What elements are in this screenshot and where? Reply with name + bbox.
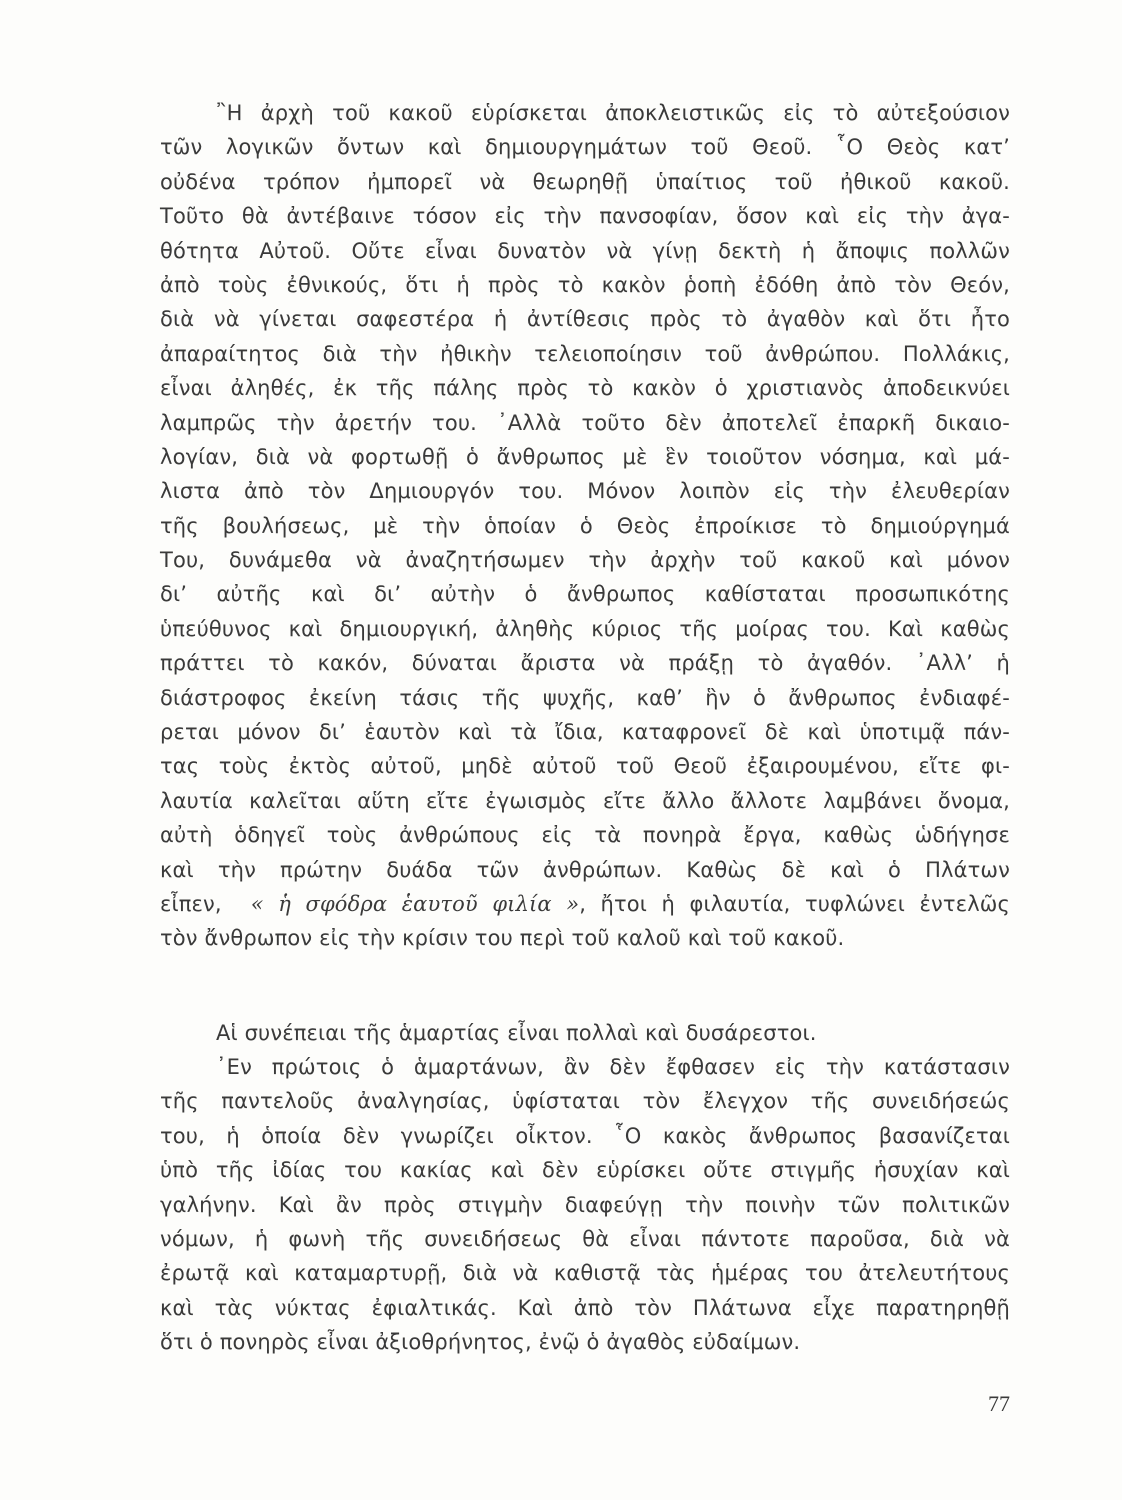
text-line: ἀπαραίτητος διὰ τὴν ἠθικὴν τελειοποίησιν τοῦ ἀνθρώπου. Πολλάκις,	[160, 341, 1010, 366]
text-line: καὶ τὴν πρώτην δυάδα τῶν ἀνθρώπων. Καθὼς δὲ καὶ ὁ Πλάτων	[160, 857, 1010, 882]
text-line: λαυτία καλεῖται αὕτη εἴτε ἐγωισμὸς εἴτε ἄλλο ἄλλοτε λαμβάνει ὄνομα,	[160, 788, 1010, 813]
text-line: τῶν λογικῶν ὄντων καὶ δημιουργημάτων τοῦ Θεοῦ. ῟Ο Θεὸς κατ’	[160, 135, 1010, 160]
text-line: ὑπὸ τῆς ἰδίας του κακίας καὶ δὲν εὑρίσκει οὔτε στιγμῆς ἡσυχίαν καὶ	[160, 1158, 1010, 1183]
text-line: τῆς παντελοῦς ἀναλγησίας, ὑφίσταται τὸν ἔλεγχον τῆς συνειδήσεώς	[160, 1089, 1010, 1114]
plato-quote: « ἡ σφόδρα ἑαυτοῦ φιλία »	[250, 891, 580, 916]
text-line: δι’ αὐτῆς καὶ δι’ αὐτὴν ὁ ἄνθρωπος καθίσταται προσωπικότης	[160, 582, 1010, 607]
text-line: αὐτὴ ὁδηγεῖ τοὺς ἀνθρώπους εἰς τὰ πονηρὰ ἔργα, καθὼς ὡδήγησε	[160, 823, 1010, 848]
paragraph-consequences-intro	[160, 1016, 1010, 1050]
page-number: 77	[988, 1391, 1010, 1416]
text-line: πράττει τὸ κακόν, δύναται ἄριστα νὰ πράξῃ τὸ ἀγαθόν. ᾿Αλλ’ ἡ	[160, 651, 1010, 676]
text-line: νόμων, ἡ φωνὴ τῆς συνειδήσεως θὰ εἶναι πάντοτε παροῦσα, διὰ νὰ	[160, 1226, 1010, 1251]
text-line: διὰ νὰ γίνεται σαφεστέρα ἡ ἀντίθεσις πρὸς τὸ ἀγαθὸν καὶ ὅτι ἦτο	[160, 307, 1010, 332]
text-line: ἐρωτᾷ καὶ καταμαρτυρῇ, διὰ νὰ καθιστᾷ τὰς ἡμέρας του ἀτελευτήτους	[160, 1261, 1010, 1286]
text-line: ὑπεύθυνος καὶ δημιουργική, ἀληθὴς κύριος τῆς μοίρας του. Καὶ καθὼς	[160, 616, 1010, 641]
text-line: θότητα Αὐτοῦ. Οὔτε εἶναι δυνατὸν νὰ γίνῃ δεκτὴ ἡ ἄποψις πολλῶν	[160, 238, 1010, 263]
text-line: ρεται μόνον δι’ ἑαυτὸν καὶ τὰ ἴδια, καταφρονεῖ δὲ καὶ ὑποτιμᾷ πάν-	[160, 720, 1010, 745]
text-line: οὐδένα τρόπον ἠμπορεῖ νὰ θεωρηθῇ ὑπαίτιος τοῦ ἠθικοῦ κακοῦ.	[160, 169, 1010, 194]
text-line: τὸν ἄνθρωπον εἰς τὴν κρίσιν του περὶ τοῦ καλοῦ καὶ τοῦ κακοῦ.	[160, 926, 845, 951]
text-line: γαλήνην. Καὶ ἂν πρὸς στιγμὴν διαφεύγῃ τὴν ποινὴν τῶν πολιτικῶν	[160, 1192, 1010, 1217]
text-line: τας τοὺς ἐκτὸς αὐτοῦ, μηδὲ αὐτοῦ τοῦ Θεοῦ ἐξαιρουμένου, εἴτε φι-	[160, 754, 1010, 779]
text-line: ᾿Εν πρώτοις ὁ ἁμαρτάνων, ἂν δὲν ἔφθασεν εἰς τὴν κατάστασιν	[216, 1055, 1010, 1079]
text-line: διάστροφος ἐκείνη τάσις τῆς ψυχῆς, καθ’ ἣν ὁ ἄνθρωπος ἐνδιαφέ-	[160, 685, 1010, 710]
text-line: Τοῦτο θὰ ἀντέβαινε τόσον εἰς τὴν πανσοφίαν, ὅσον καὶ εἰς τὴν ἀγα-	[160, 204, 1010, 229]
text-line: ἀπὸ τοὺς ἐθνικούς, ὅτι ἡ πρὸς τὸ κακὸν ῥοπὴ ἐδόθη ἀπὸ τὸν Θεόν,	[160, 272, 1010, 297]
text-line: Του, δυνάμεθα νὰ ἀναζητήσωμεν τὴν ἀρχὴν τοῦ κακοῦ καὶ μόνον	[160, 548, 1010, 573]
text-line: του, ἡ ὁποία δὲν γνωρίζει οἶκτον. ῟Ο κακὸς ἄνθρωπος βασανίζεται	[160, 1123, 1010, 1148]
paragraph-origin-of-evil	[160, 96, 1010, 956]
text-line: καὶ τὰς νύκτας ἐφιαλτικάς. Καὶ ἀπὸ τὸν Πλάτωνα εἶχε παρατηρηθῇ	[160, 1295, 1010, 1320]
text-line: ῍Η ἀρχὴ τοῦ κακοῦ εὑρίσκεται ἀποκλειστικῶς εἰς τὸ αὐτεξούσιον	[216, 101, 1010, 125]
text-line: λογίαν, διὰ νὰ φορτωθῇ ὁ ἄνθρωπος μὲ ἓν τοιοῦτον νόσημα, καὶ μά-	[160, 444, 1010, 469]
text-line: λιστα ἀπὸ τὸν Δημιουργόν του. Μόνον λοιπὸν εἰς τὴν ἐλευθερίαν	[160, 479, 1010, 504]
text-line-with-quote	[160, 887, 1010, 921]
quote-lead-text: εἶπεν,	[160, 891, 222, 916]
text-line: Αἱ συνέπειαι τῆς ἁμαρτίας εἶναι πολλαὶ καὶ δυσάρεστοι.	[216, 1021, 817, 1045]
paragraph-conscience	[160, 1050, 1010, 1360]
quote-trailing-text: , ἤτοι ἡ φιλαυτία, τυφλώνει ἐντελῶς	[579, 891, 1010, 916]
text-line: εἶναι ἀληθές, ἐκ τῆς πάλης πρὸς τὸ κακὸν ὁ χριστιανὸς ἀποδεικνύει	[160, 376, 1010, 401]
text-line: ὅτι ὁ πονηρὸς εἶναι ἀξιοθρήνητος, ἐνῷ ὁ ἀγαθὸς εὐδαίμων.	[160, 1330, 801, 1355]
text-line: τῆς βουλήσεως, μὲ τὴν ὁποίαν ὁ Θεὸς ἐπροίκισε τὸ δημιούργημά	[160, 513, 1010, 538]
text-line: λαμπρῶς τὴν ἀρετήν του. ᾿Αλλὰ τοῦτο δὲν ἀποτελεῖ ἐπαρκῆ δικαιο-	[160, 410, 1010, 435]
